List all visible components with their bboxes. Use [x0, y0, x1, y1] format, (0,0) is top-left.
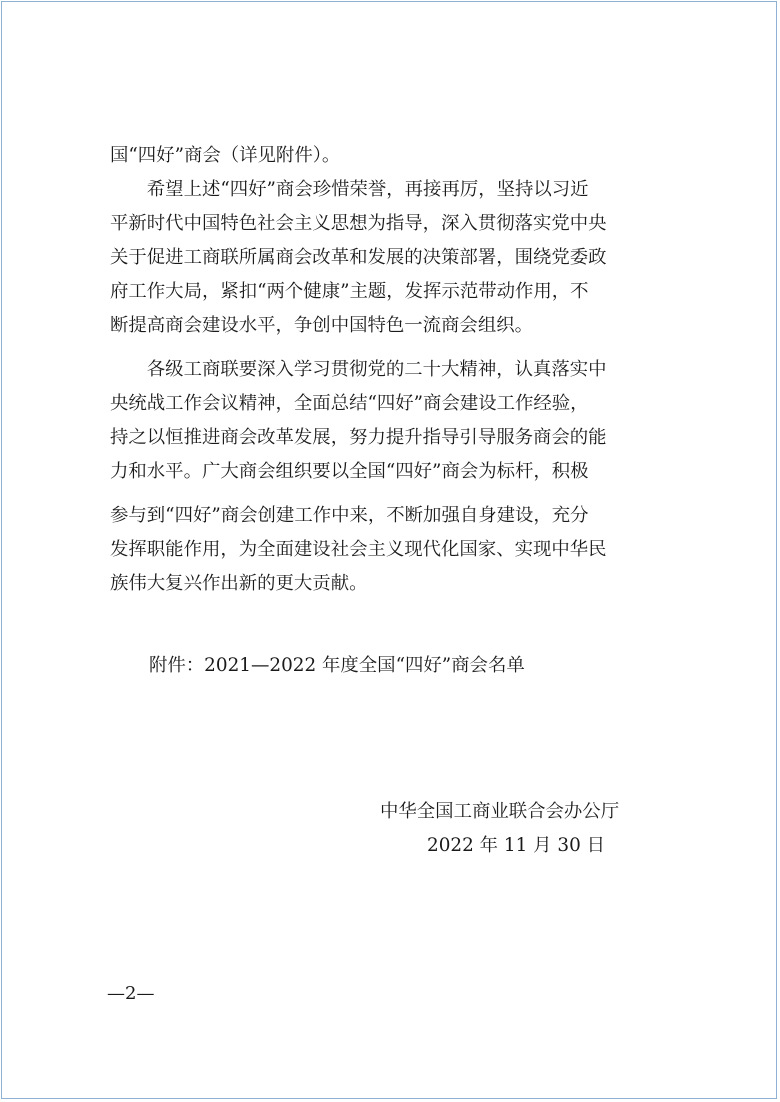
issue-date: 2022 年 11 月 30 日: [427, 835, 606, 856]
body-line-9: 持之以恒推进商会改革发展，努力提升指导引导服务商会的能: [110, 427, 607, 448]
body-line-8: 央统战工作会议精神，全面总结“四好”商会建设工作经验，: [110, 393, 589, 414]
body-line-1: 国“四好”商会（详见附件）。: [110, 145, 341, 166]
body-line-11: 参与到“四好”商会创建工作中来，不断加强自身建设，充分: [110, 505, 589, 526]
body-line-4: 关于促进工商联所属商会改革和发展的决策部署，围绕党委政: [110, 247, 607, 268]
document-page: [1, 1, 777, 1099]
page-number: —2—: [107, 983, 155, 1004]
body-line-13: 族伟大复兴作出新的更大贡献。: [110, 573, 368, 594]
body-line-5: 府工作大局，紧扣“两个健康”主题，发挥示范带动作用，不: [110, 281, 589, 302]
body-line-12: 发挥职能作用，为全面建设社会主义现代化国家、实现中华民: [110, 539, 607, 560]
body-line-7: 各级工商联要深入学习贯彻党的二十大精神，认真落实中: [110, 359, 607, 380]
body-line-10: 力和水平。广大商会组织要以全国“四好”商会为标杆，积极: [110, 461, 589, 482]
issuing-organization: 中华全国工商业联合会办公厅: [380, 801, 620, 822]
attachment-note: 附件：2021—2022 年度全国“四好”商会名单: [149, 655, 525, 676]
body-line-3: 平新时代中国特色社会主义思想为指导，深入贯彻落实党中央: [110, 213, 607, 234]
body-line-2: 希望上述“四好”商会珍惜荣誉，再接再厉，坚持以习近: [110, 179, 589, 200]
body-line-6: 断提高商会建设水平，争创中国特色一流商会组织。: [110, 315, 533, 336]
